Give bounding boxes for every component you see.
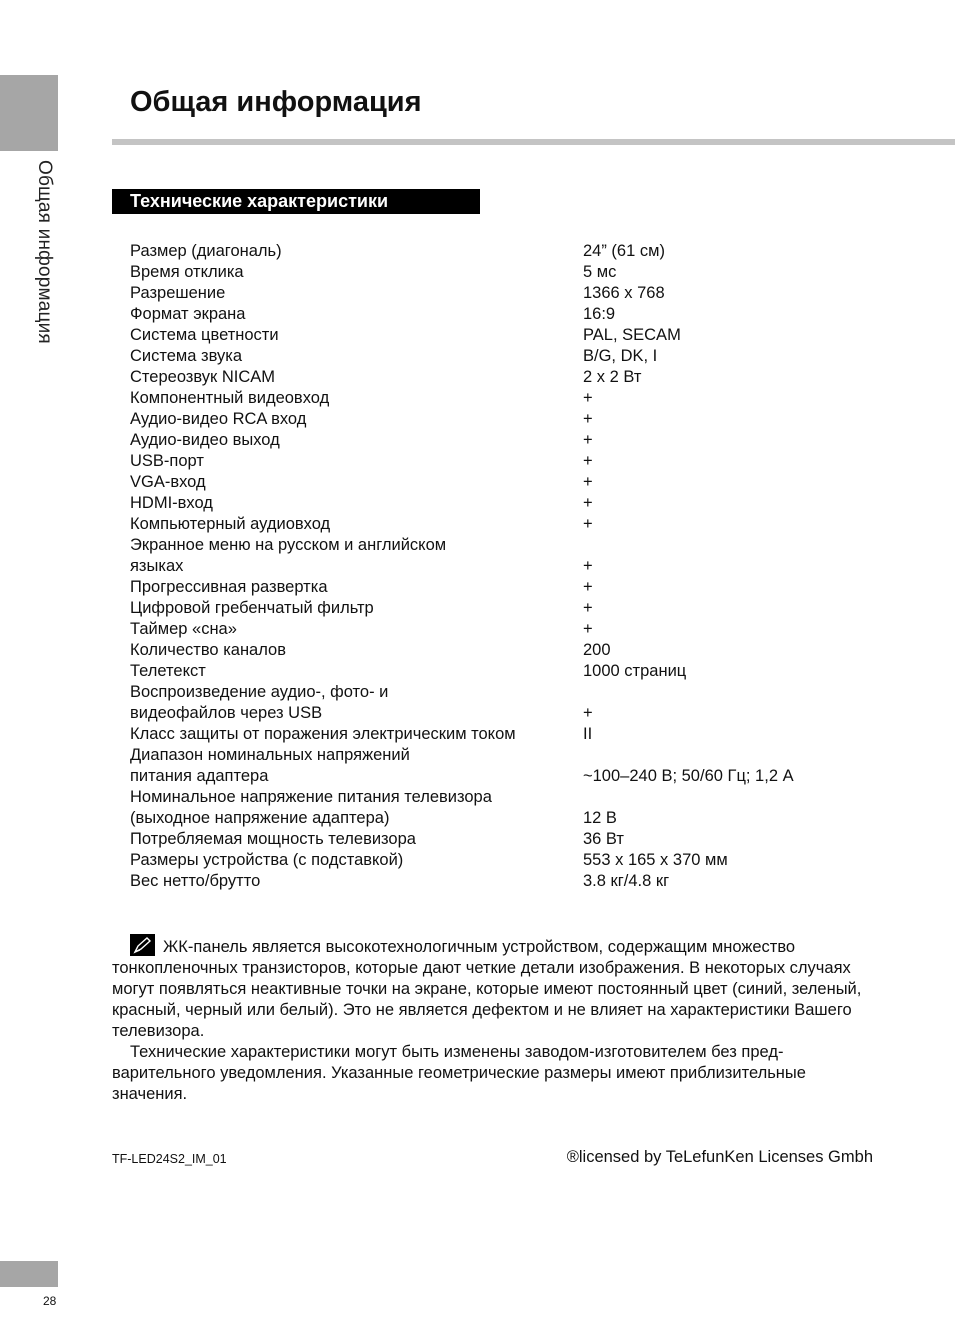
spec-row <box>130 598 850 619</box>
spec-row <box>130 283 850 304</box>
spec-row <box>130 367 850 388</box>
spec-label: Номинальное напряжение питания телевизора (выходное напряжение адаптера) <box>130 788 492 827</box>
title-divider <box>112 139 955 145</box>
spec-value: 16:9 <box>583 305 616 323</box>
spec-value: + <box>583 557 593 575</box>
spec-value: + <box>583 620 593 638</box>
spec-value: PAL, SECAM <box>583 326 681 344</box>
spec-row <box>130 241 850 262</box>
spec-value: 3.8 кг/4.8 кг <box>583 872 670 890</box>
note-text-1: ЖК-панель является высокотехнологичным устройством, содержащим множество тонкопленочных транзисторов, которые дают четкие детали изображения. В некоторых случаях могут появляться неактивные точки на экране, которые имеют постоянный цвет (синий, зеленый, красный, черный или белый). Это не является дефектом и не влияет на характеристики Вашего телевизора. <box>112 938 862 1040</box>
spec-value: 12 В <box>583 809 617 827</box>
spec-label: Вес нетто/брутто <box>130 872 261 890</box>
spec-value: 553 x 165 x 370 мм <box>583 851 728 869</box>
spec-row <box>130 871 850 892</box>
spec-label: Прогрессивная развертка <box>130 578 328 596</box>
spec-row <box>130 514 850 535</box>
side-tab-label: Общая информация <box>34 160 55 344</box>
spec-row <box>130 577 850 598</box>
spec-value: + <box>583 599 593 617</box>
license-notice: ®licensed by TeLefunKen Licenses Gmbh <box>566 1148 873 1166</box>
spec-label: Время отклика <box>130 263 244 281</box>
spec-label: Компонентный видеовход <box>130 389 330 407</box>
spec-value: + <box>583 389 593 407</box>
spec-value: 5 мс <box>583 263 617 281</box>
note-block <box>112 934 872 1105</box>
spec-row <box>130 850 850 871</box>
spec-label: Класс защиты от поражения электрическим током <box>130 725 516 743</box>
note-text-2: Технические характеристики могут быть изменены заводом-изготовителем без пред-варительного уведомления. Указанные геометрические размеры имеют приблизительные значения. <box>112 1043 806 1103</box>
spec-value: ~100–240 В; 50/60 Гц; 1,2 А <box>583 767 794 785</box>
spec-row <box>130 493 850 514</box>
spec-value: 2 x 2 Вт <box>583 368 642 386</box>
note-paragraph <box>112 934 872 1042</box>
spec-row <box>130 535 850 577</box>
spec-value: + <box>583 515 593 533</box>
spec-value: B/G, DK, I <box>583 347 658 365</box>
spec-row <box>130 682 850 724</box>
spec-row <box>130 787 850 829</box>
spec-row <box>130 724 850 745</box>
spec-row <box>130 661 850 682</box>
side-tab-marker <box>0 75 58 151</box>
spec-row <box>130 745 850 787</box>
spec-label: Разрешение <box>130 284 226 302</box>
spec-row <box>130 451 850 472</box>
spec-label: Диапазон номинальных напряжений питания адаптера <box>130 746 410 785</box>
section-heading: Технические характеристики <box>112 189 480 214</box>
spec-value: 24” (61 см) <box>583 242 665 260</box>
spec-value: + <box>583 431 593 449</box>
spec-label: VGA-вход <box>130 473 206 491</box>
spec-row <box>130 304 850 325</box>
spec-value: 36 Вт <box>583 830 624 848</box>
spec-value: + <box>583 494 593 512</box>
note-pencil-icon <box>130 934 155 956</box>
spec-value: + <box>583 452 593 470</box>
spec-row <box>130 472 850 493</box>
spec-label: Размер (диагональ) <box>130 242 282 260</box>
footer-tab-marker <box>0 1261 58 1287</box>
spec-label: Телетекст <box>130 662 206 680</box>
spec-label: Аудио-видео RCA вход <box>130 410 307 428</box>
spec-label: Размеры устройства (с подставкой) <box>130 851 404 869</box>
spec-value: II <box>583 725 593 743</box>
spec-label: Стереозвук NICAM <box>130 368 275 386</box>
spec-row <box>130 640 850 661</box>
spec-table <box>130 241 850 892</box>
spec-row <box>130 346 850 367</box>
spec-row <box>130 262 850 283</box>
spec-label: USB-порт <box>130 452 204 470</box>
spec-row <box>130 388 850 409</box>
spec-label: Система цветности <box>130 326 279 344</box>
spec-label: Формат экрана <box>130 305 246 323</box>
spec-label: Аудио-видео выход <box>130 431 280 449</box>
spec-value: + <box>583 410 593 428</box>
spec-label: Таймер «сна» <box>130 620 237 638</box>
spec-value: 1366 x 768 <box>583 284 665 302</box>
spec-row <box>130 430 850 451</box>
spec-value: + <box>583 578 593 596</box>
spec-row <box>130 409 850 430</box>
spec-label: Компьютерный аудиовход <box>130 515 331 533</box>
spec-label: Потребляемая мощность телевизора <box>130 830 416 848</box>
spec-value: 200 <box>583 641 611 659</box>
page-title: Общая информация <box>130 86 422 118</box>
spec-label: HDMI-вход <box>130 494 213 512</box>
spec-value: + <box>583 704 593 722</box>
spec-row <box>130 619 850 640</box>
spec-row <box>130 325 850 346</box>
spec-label: Цифровой гребенчатый фильтр <box>130 599 374 617</box>
spec-label: Количество каналов <box>130 641 286 659</box>
spec-value: + <box>583 473 593 491</box>
spec-row <box>130 829 850 850</box>
spec-label: Воспроизведение аудио-, фото- и видеофайлов через USB <box>130 683 389 722</box>
spec-value: 1000 страниц <box>583 662 687 680</box>
spec-label: Экранное меню на русском и английском языках <box>130 536 447 575</box>
page-number: 28 <box>43 1294 57 1308</box>
document-code: TF-LED24S2_IM_01 <box>112 1152 227 1166</box>
spec-label: Система звука <box>130 347 243 365</box>
